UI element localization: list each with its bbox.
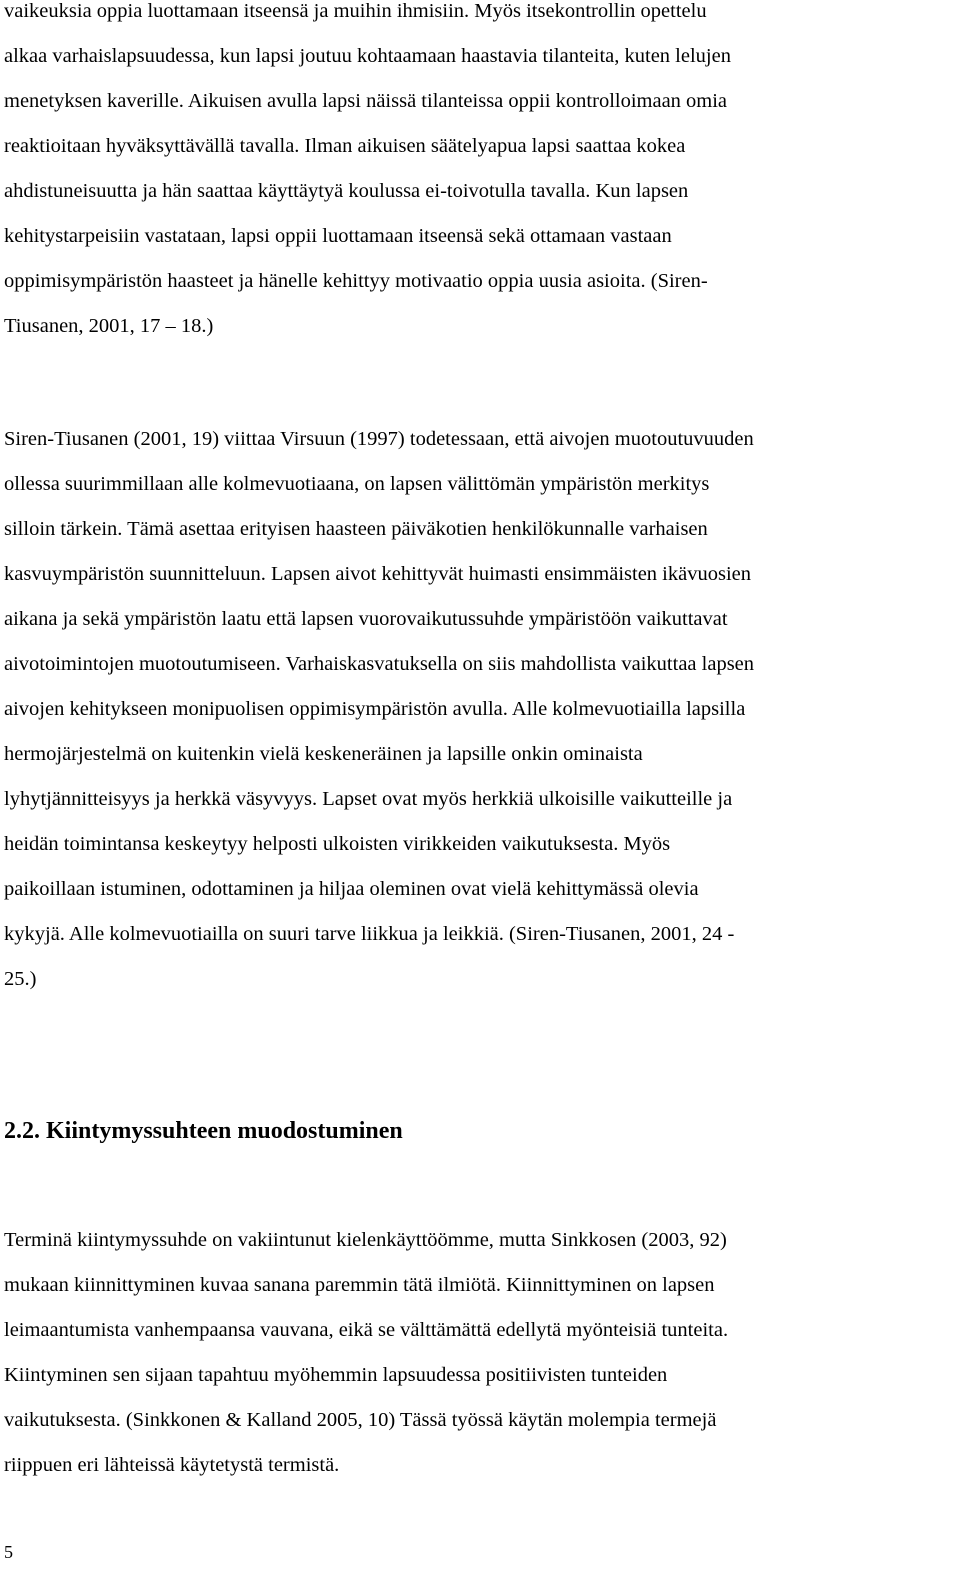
- text-line: mukaan kiinnittyminen kuvaa sanana paremmin tätä ilmiötä. Kiinnittyminen on lapsen: [4, 1274, 715, 1296]
- text-line: kehitystarpeisiin vastataan, lapsi oppii luottamaan itseensä sekä ottamaan vastaan: [4, 225, 672, 247]
- text-line: Kiintyminen sen sijaan tapahtuu myöhemmin lapsuudessa positiivisten tunteiden: [4, 1364, 668, 1386]
- text-line: leimaantumista vanhempaansa vauvana, eikä se välttämättä edellytä myönteisiä tunteita.: [4, 1319, 729, 1341]
- text-line: reaktioitaan hyväksyttävällä tavalla. Ilman aikuisen säätelyapua lapsi saattaa kokea: [4, 135, 686, 157]
- text-line: alkaa varhaislapsuudessa, kun lapsi joutuu kohtaamaan haastavia tilanteita, kuten lelujen: [4, 45, 731, 67]
- text-line: kykyjä. Alle kolmevuotiailla on suuri tarve liikkua ja leikkiä. (Siren-Tiusanen, 2001, 24 -: [4, 923, 735, 945]
- text-line: Terminä kiintymyssuhde on vakiintunut kielenkäyttöömme, mutta Sinkkosen (2003, 92): [4, 1229, 727, 1251]
- text-line: ahdistuneisuutta ja hän saattaa käyttäytyä koulussa ei-toivotulla tavalla. Kun lapsen: [4, 180, 689, 202]
- text-line: menetyksen kaverille. Aikuisen avulla lapsi näissä tilanteissa oppii kontrolloimaan omia: [4, 90, 728, 112]
- text-line: kasvuympäristön suunnitteluun. Lapsen aivot kehittyvät huimasti ensimmäisten ikävuosien: [4, 563, 751, 585]
- text-line: ollessa suurimmillaan alle kolmevuotiaana, on lapsen välittömän ympäristön merkitys: [4, 473, 710, 495]
- text-line: Siren-Tiusanen (2001, 19) viittaa Virsuun (1997) todetessaan, että aivojen muotoutuvuuden: [4, 428, 754, 450]
- text-line: aivojen kehitykseen monipuolisen oppimisympäristön avulla. Alle kolmevuotiailla lapsilla: [4, 698, 746, 720]
- text-line: Tiusanen, 2001, 17 – 18.): [4, 315, 214, 337]
- section-heading: 2.2. Kiintymyssuhteen muodostuminen: [4, 1118, 403, 1144]
- body-paragraph-2: [4, 417, 952, 1002]
- text-line: aikana ja sekä ympäristön laatu että lapsen vuorovaikutussuhde ympäristöön vaikuttavat: [4, 608, 728, 630]
- body-paragraph-3: [4, 1218, 952, 1488]
- text-line: paikoillaan istuminen, odottaminen ja hiljaa oleminen ovat vielä kehittymässä olevia: [4, 878, 699, 900]
- text-line: vaikutuksesta. (Sinkkonen & Kalland 2005, 10) Tässä työssä käytän molempia termejä: [4, 1409, 717, 1431]
- text-line: hermojärjestelmä on kuitenkin vielä keskeneräinen ja lapsille onkin ominaista: [4, 743, 643, 765]
- text-line: heidän toimintansa keskeytyy helposti ulkoisten virikkeiden vaikutuksesta. Myös: [4, 833, 671, 855]
- text-line: silloin tärkein. Tämä asettaa erityisen haasteen päiväkotien henkilökunnalle varhaisen: [4, 518, 708, 540]
- text-line: oppimisympäristön haasteet ja hänelle kehittyy motivaatio oppia uusia asioita. (Siren-: [4, 270, 708, 292]
- text-line: vaikeuksia oppia luottamaan itseensä ja muihin ihmisiin. Myös itsekontrollin opettelu: [4, 0, 707, 22]
- text-line: 25.): [4, 968, 37, 990]
- text-line: riippuen eri lähteissä käytetystä termistä.: [4, 1454, 340, 1476]
- text-line: lyhytjännitteisyys ja herkkä väsyvyys. Lapset ovat myös herkkiä ulkoisille vaikutteille ja: [4, 788, 733, 810]
- body-paragraph-1: [4, 0, 952, 349]
- text-line: aivotoimintojen muotoutumiseen. Varhaiskasvatuksella on siis mahdollista vaikuttaa lapsen: [4, 653, 755, 675]
- page-number: 5: [4, 1542, 13, 1562]
